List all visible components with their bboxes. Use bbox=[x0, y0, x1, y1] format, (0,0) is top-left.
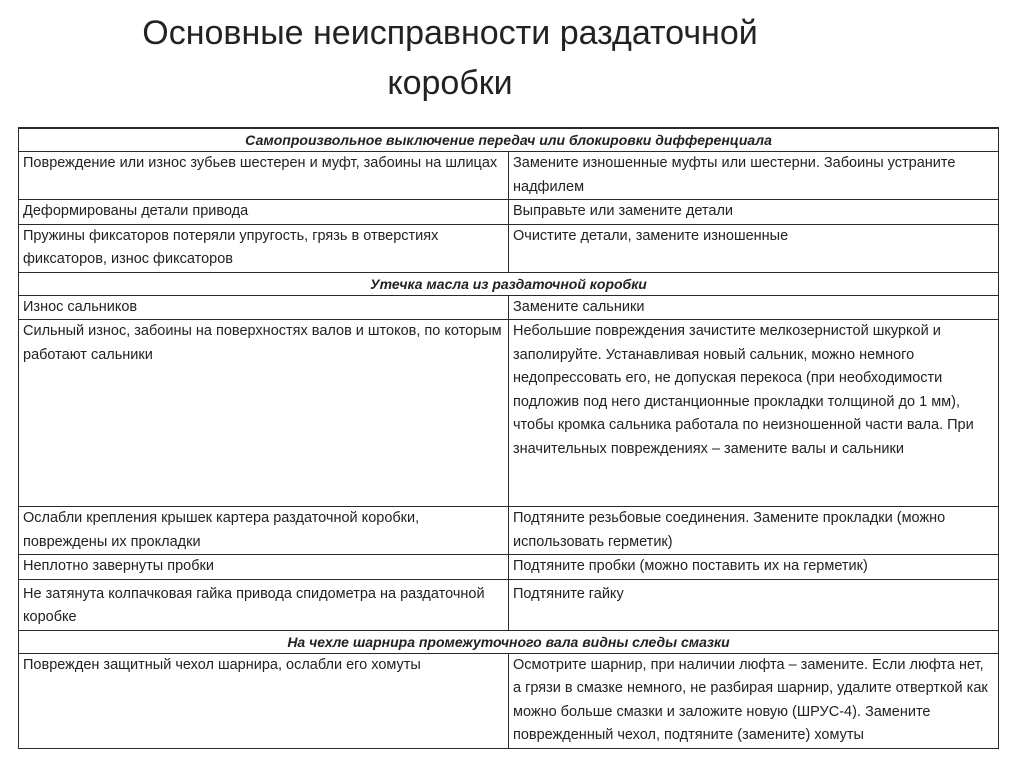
section-heading: На чехле шарнира промежуточного вала видны следы смазки bbox=[19, 630, 999, 653]
table-row bbox=[19, 507, 999, 555]
table-row bbox=[19, 653, 999, 748]
section-heading-row bbox=[19, 128, 999, 152]
table-row bbox=[19, 579, 999, 630]
remedy-cell: Подтяните гайку bbox=[509, 579, 999, 630]
cause-cell: Неплотно завернуты пробки bbox=[19, 555, 509, 580]
cause-cell: Износ сальников bbox=[19, 295, 509, 320]
remedy-cell: Осмотрите шарнир, при наличии люфта – замените. Если люфта нет, а грязи в смазке немного, не разбирая шарнир, удалите отвертк​ой как можно больше смазки и заложите новую (ШРУС-4). Замените поврежденный чехол, подтяните (замените) хомуты bbox=[509, 653, 999, 748]
section-heading: Самопроизвольное выключение передач или блокировки дифференциала bbox=[19, 128, 999, 152]
cause-cell: Поврежден защитный чехол шарнира, ослабли его хомуты bbox=[19, 653, 509, 748]
cause-cell: Не затянута колпачковая гайка привода спидометра на раздаточной коробке bbox=[19, 579, 509, 630]
page-title bbox=[0, 8, 900, 108]
remedy-cell: Небольшие повреждения зачистите мелкозернистой шкуркой и заполируйте. Устанавливая новый сальник, можно немного недопрессовать его, не допуская перекоса (при необходимости подложив под него дистанционные прокладки толщиной до 1 мм), чтобы кромка сальника работала по неизношенной части вала. При значительных повреждениях – замените валы и сальники bbox=[509, 320, 999, 507]
table-row bbox=[19, 200, 999, 225]
cause-cell: Сильный износ, забоины на поверхностях валов и штоков, по которым работают сальники bbox=[19, 320, 509, 507]
section-heading-row bbox=[19, 630, 999, 653]
table-row bbox=[19, 152, 999, 200]
cause-cell: Ослабли крепления крышек картера раздаточной коробки, повреждены их прокладки bbox=[19, 507, 509, 555]
table-row bbox=[19, 320, 999, 507]
section-heading-row bbox=[19, 272, 999, 295]
cause-cell: Повреждение или износ зубьев шестерен и муфт, забоины на шлицах bbox=[19, 152, 509, 200]
section-heading: Утечка масла из раздаточной коробки bbox=[19, 272, 999, 295]
faults-table bbox=[18, 127, 999, 749]
remedy-cell: Замените изношенные муфты или шестерни. Забоины устраните надфилем bbox=[509, 152, 999, 200]
cause-cell: Деформированы детали привода bbox=[19, 200, 509, 225]
table-row bbox=[19, 555, 999, 580]
remedy-cell: Выправьте или замените детали bbox=[509, 200, 999, 225]
cause-cell: Пружины фиксаторов потеряли упругость, грязь в отверстиях фиксаторов, износ фиксаторов bbox=[19, 224, 509, 272]
table-row bbox=[19, 295, 999, 320]
page-title-line-1: Основные неисправности раздаточной bbox=[142, 14, 758, 52]
remedy-cell: Подтяните пробки (можно поставить их на герметик) bbox=[509, 555, 999, 580]
remedy-cell: Очистите детали, замените изношенные bbox=[509, 224, 999, 272]
remedy-cell: Подтяните резьбовые соединения. Замените прокладки (можно использовать герметик) bbox=[509, 507, 999, 555]
table-row bbox=[19, 224, 999, 272]
remedy-cell: Замените сальники bbox=[509, 295, 999, 320]
page-title-line-2: коробки bbox=[387, 64, 513, 102]
